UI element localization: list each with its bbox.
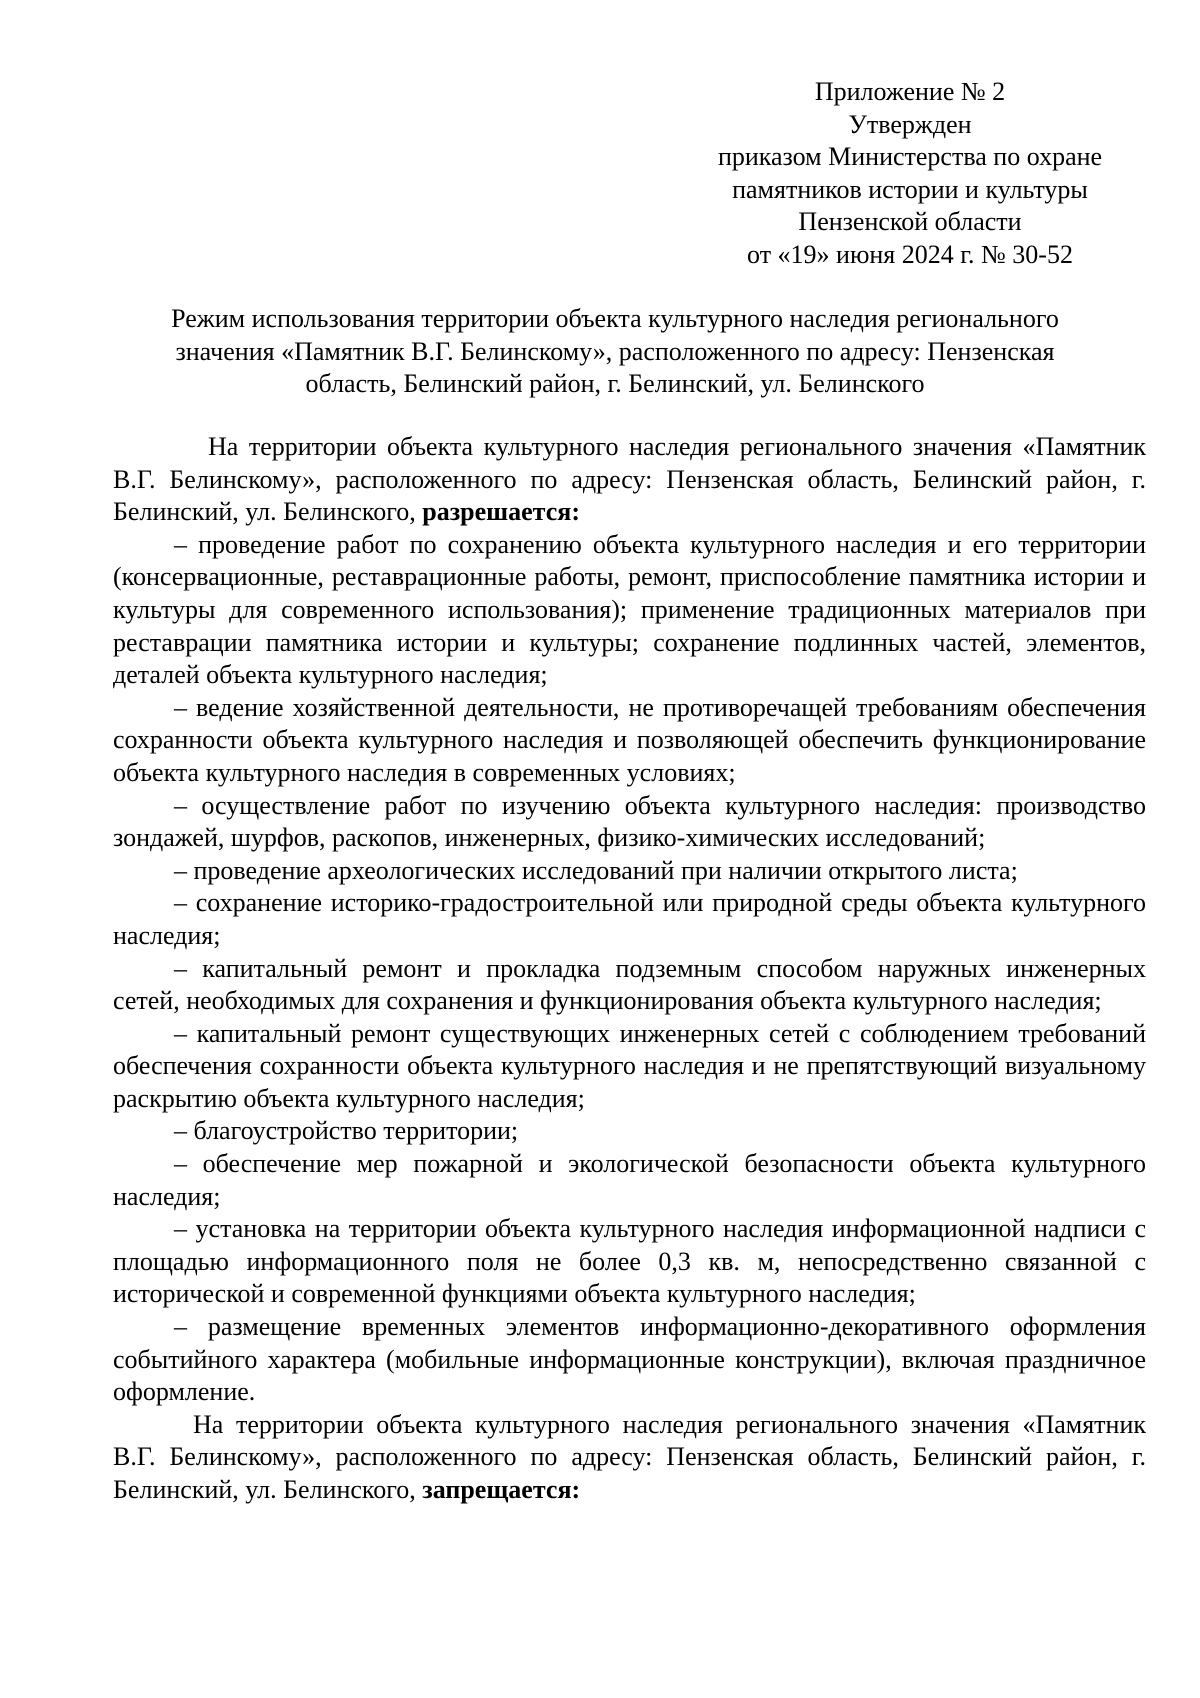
- approval-line: Утвержден: [848, 109, 972, 139]
- document-title: [130, 303, 1100, 401]
- allowed-item: – обеспечение мер пожарной и экологической безопасности объекта культурного наследия;: [113, 1149, 1146, 1211]
- title-line: Режим использования территории объекта культурного наследия регионального: [171, 304, 1059, 333]
- approval-stamp: [680, 76, 1140, 271]
- document-body: [113, 431, 1146, 1507]
- allowed-item: – проведение археологических исследований при наличии открытого листа;: [174, 855, 1018, 885]
- allowed-item: – установка на территории объекта культурного наследия информационной надписи с площадью информационного поля не более 0,3 кв. м, непосредственно связанной с исторической и современной функциями объекта культурного наследия;: [113, 1214, 1146, 1309]
- allowed-item: – размещение временных элементов информационно-декоративного оформления событийного характера (мобильные информационные конструкции), включая праздничное оформление.: [113, 1312, 1146, 1407]
- allowed-keyword: разрешается:: [422, 497, 581, 527]
- allowed-item: – капитальный ремонт существующих инженерных сетей с соблюдением требований обеспечения сохранности объекта культурного наследия и не препятствующий визуальному раскрытию объекта культурного наследия;: [113, 1018, 1146, 1113]
- approval-line: приказом Министерства по охране: [717, 142, 1103, 171]
- allowed-item: – проведение работ по сохранению объекта культурного наследия и его территории (консервационные, реставрационные работы, ремонт, приспособление памятника истории и культуры для современного использования); применение традиционных материалов при реставрации памятника истории и культуры; сохранение подлинных частей, элементов, деталей объекта культурного наследия;: [113, 529, 1146, 690]
- allowed-item: – осуществление работ по изучению объекта культурного наследия: производство зондажей, шурфов, раскопов, инженерных, физико-химических исследований;: [113, 790, 1146, 853]
- approval-line: памятников истории и культуры: [732, 174, 1088, 204]
- allowed-intro-text: На территории объекта культурного наследия регионального значения «Памятник В.Г. Белинскому», расположенного по адресу: Пензенская область, Белинский район, г. Белинский, ул. Белинского,: [113, 432, 1146, 527]
- allowed-item: – благоустройство территории;: [174, 1116, 519, 1146]
- forbidden-intro-paragraph: [113, 1409, 1146, 1507]
- approval-line: Пензенской области: [798, 207, 1022, 236]
- approval-line: Приложение № 2: [814, 77, 1006, 106]
- forbidden-intro-text: На территории объекта культурного наследия регионального значения «Памятник В.Г. Белинскому», расположенного по адресу: Пензенская область, Белинский район, г. Белинский, ул. Белинского,: [113, 1409, 1146, 1504]
- allowed-item: – ведение хозяйственной деятельности, не противоречащей требованиям обеспечения сохранности объекта культурного наследия и позволяющей обеспечить функционирование объекта культурного наследия в современных условиях;: [113, 692, 1146, 787]
- allowed-intro-paragraph: [113, 431, 1146, 529]
- allowed-item: – сохранение историко-градостроительной или природной среды объекта культурного наследия;: [113, 888, 1146, 950]
- title-line: значения «Памятник В.Г. Белинскому», расположенного по адресу: Пензенская: [175, 336, 1055, 366]
- title-line: область, Белинский район, г. Белинский, ул. Белинского: [305, 369, 925, 398]
- forbidden-keyword: запрещается:: [422, 1475, 581, 1504]
- approval-line: от «19» июня 2024 г. № 30-52: [747, 239, 1073, 269]
- allowed-item: – капитальный ремонт и прокладка подземным способом наружных инженерных сетей, необходимых для сохранения и функционирования объекта культурного наследия;: [113, 953, 1146, 1016]
